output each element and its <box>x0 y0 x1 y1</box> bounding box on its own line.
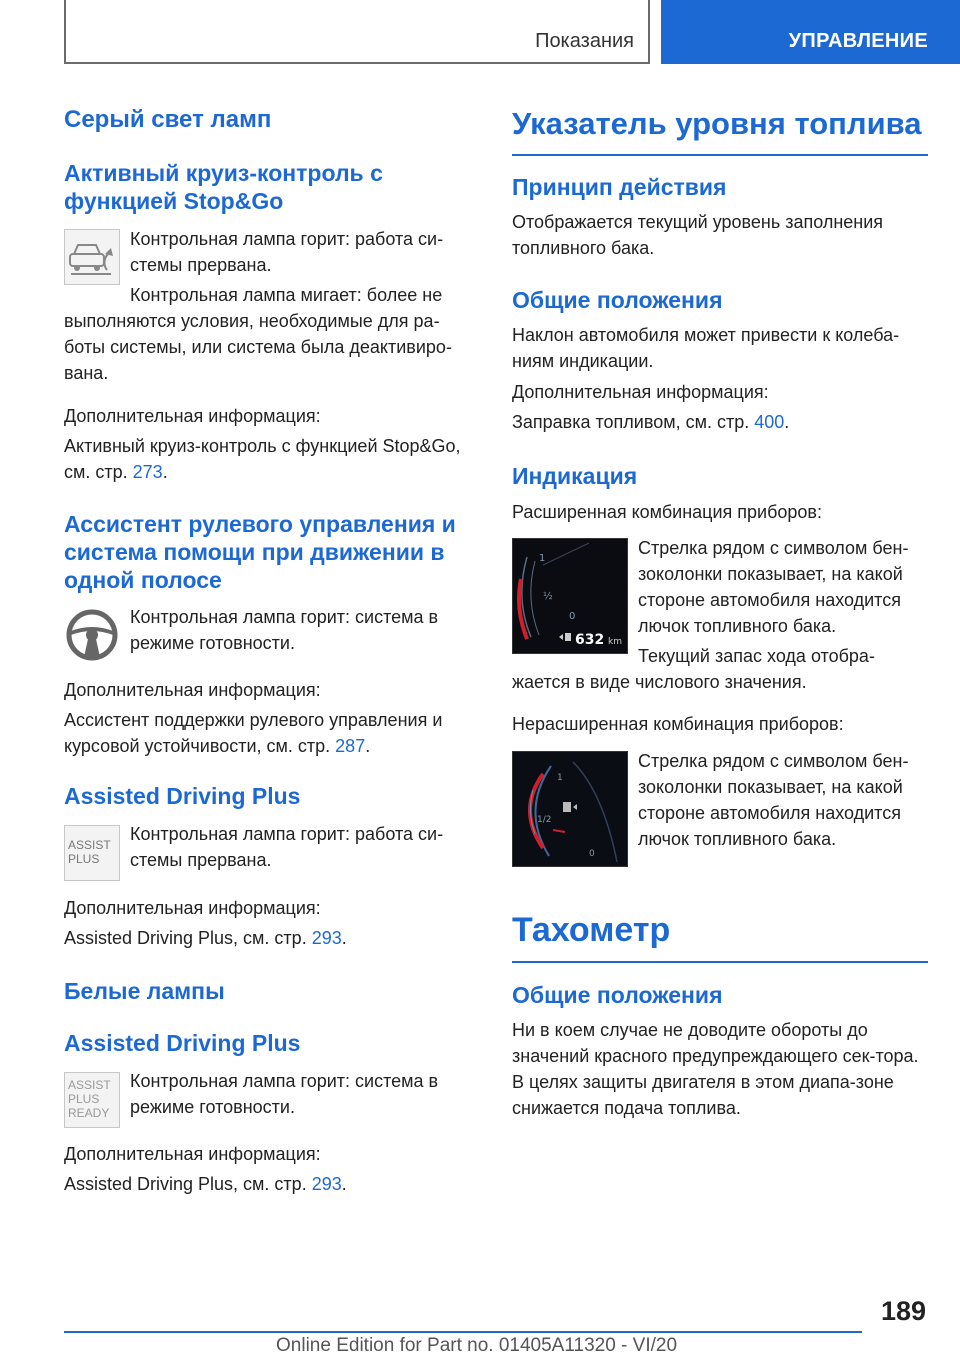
acc-page-link[interactable]: 273 <box>132 462 163 482</box>
assist-plus-ready-icon-line2: PLUS <box>68 1092 100 1106</box>
nonext-tick-mid: 1/2 <box>537 815 552 825</box>
adp2-page-link[interactable]: 293 <box>311 1174 342 1194</box>
fuel-general-heading: Общие положения <box>512 287 723 313</box>
non-extended-text: Стрелка рядом с символом бен-зоколонки показывает, на какой стороне автомобиля находится лючок топливного бака. <box>638 751 909 849</box>
adp2-more-label: Дополнительная информация: <box>64 1144 321 1164</box>
adp2-reference-text: Assisted Driving Plus, см. стр. <box>64 1174 312 1194</box>
white-lamps-heading: Белые лампы <box>64 978 225 1004</box>
section-tab <box>64 0 650 64</box>
adp-text: Контрольная лампа горит: работа си-стемы прервана. <box>130 824 444 870</box>
fuel-general-text: Наклон автомобиля может привести к колеба-ниям индикации. <box>512 325 900 371</box>
ext-range-unit: km <box>608 637 622 647</box>
steering-heading: Ассистент рулевого управления и система помощи при движении в одной полосе <box>64 511 456 593</box>
acc-text-blink: Контрольная лампа мигает: более не выполняются условия, необходимые для ра-боты системы, или система была деактивиро-вана. <box>64 285 452 383</box>
adp2-reference: Assisted Driving Plus, см. стр. 293. <box>64 1174 347 1194</box>
footer-edition: Online Edition for Part no. 01405A11320 - VI/20 <box>276 1335 678 1356</box>
extended-cluster-label: Расширенная комбинация приборов: <box>512 502 822 522</box>
nonext-tick-bottom: 0 <box>589 849 595 859</box>
extended-text-arrow: Стрелка рядом с символом бен-зоколонки показывает, на какой стороне автомобиля находится лючок топливного бака. <box>638 538 909 636</box>
ext-tick-bottom: 0 <box>569 611 576 622</box>
principle-heading: Принцип действия <box>512 174 727 200</box>
principle-text: Отображается текущий уровень заполнения топливного бака. <box>512 212 884 258</box>
tacho-general-text: Ни в коем случае не доводите обороты до значений красного предупреждающего сек-тора. В целях защиты двигателя в этом диапа-зоне снижается подача топлива. <box>512 1020 919 1118</box>
steering-more-label: Дополнительная информация: <box>64 680 321 700</box>
non-extended-cluster-label: Нерасширенная комбинация приборов: <box>512 714 844 734</box>
acc-warning-icon <box>64 229 120 285</box>
nonext-tick-top: 1 <box>557 773 563 783</box>
assist-plus-icon-line2: PLUS <box>68 852 100 866</box>
acc-reference-text: Активный круиз-контроль с функцией Stop&Go, см. стр. <box>64 436 461 482</box>
assist-plus-ready-icon-line3: READY <box>68 1106 110 1120</box>
assist-plus-icon <box>64 825 120 881</box>
adp2-heading: Assisted Driving Plus <box>64 1030 301 1056</box>
adp-heading: Assisted Driving Plus <box>64 783 301 809</box>
section-title: Показания <box>535 30 634 52</box>
display-heading: Индикация <box>512 463 638 489</box>
fuel-page-link[interactable]: 400 <box>754 412 785 432</box>
gray-lamps-heading: Серый свет ламп <box>64 106 272 133</box>
steering-text: Контрольная лампа горит: система в режиме готовности. <box>130 607 439 653</box>
adp2-text: Контрольная лампа горит: система в режиме готовности. <box>130 1071 439 1117</box>
acc-reference: Активный круиз-контроль с функцией Stop&Go, см. стр. 273. <box>64 436 461 482</box>
adp-more-label: Дополнительная информация: <box>64 898 321 918</box>
fuel-reference: Заправка топливом, см. стр. 400. <box>512 412 790 432</box>
steering-wheel-icon <box>64 605 120 661</box>
fuel-more-label: Дополнительная информация: <box>512 382 769 402</box>
assist-plus-ready-icon <box>64 1072 120 1128</box>
acc-heading: Активный круиз-контроль с функцией Stop&Go <box>64 160 383 214</box>
assist-plus-icon-line1: ASSIST <box>68 838 111 852</box>
ext-tick-mid: ½ <box>543 591 553 602</box>
tachometer-heading: Тахометр <box>512 911 928 963</box>
fuel-reference-text: Заправка топливом, см. стр. <box>512 412 755 432</box>
tacho-general-heading: Общие положения <box>512 982 723 1008</box>
page-number: 189 <box>880 1296 926 1326</box>
steering-page-link[interactable]: 287 <box>335 736 366 756</box>
ext-range-value: 632 <box>575 632 605 648</box>
adp-page-link[interactable]: 293 <box>311 928 342 948</box>
acc-text-lit: Контрольная лампа горит: работа си-стемы прервана. <box>130 229 444 275</box>
adp-reference-text: Assisted Driving Plus, см. стр. <box>64 928 312 948</box>
assist-plus-ready-icon-line1: ASSIST <box>68 1078 111 1092</box>
page-header <box>0 0 960 66</box>
steering-reference-text: Ассистент поддержки рулевого управления и курсовой устойчивости, см. стр. <box>64 710 443 756</box>
non-extended-fuel-gauge-image <box>512 751 628 867</box>
footer-rule <box>64 1331 862 1333</box>
extended-fuel-gauge-image <box>512 538 628 654</box>
acc-more-label: Дополнительная информация: <box>64 406 321 426</box>
adp-reference: Assisted Driving Plus, см. стр. 293. <box>64 928 347 948</box>
chapter-tab <box>661 0 960 64</box>
extended-text-range: Текущий запас хода отобра-жается в виде числового значения. <box>512 646 875 692</box>
chapter-title: УПРАВЛЕНИЕ <box>788 30 928 52</box>
ext-tick-top: 1 <box>539 553 546 564</box>
fuel-gauge-heading: Указатель уровня топлива <box>512 106 928 156</box>
steering-reference: Ассистент поддержки рулевого управления и курсовой устойчивости, см. стр. 287. <box>64 710 443 756</box>
